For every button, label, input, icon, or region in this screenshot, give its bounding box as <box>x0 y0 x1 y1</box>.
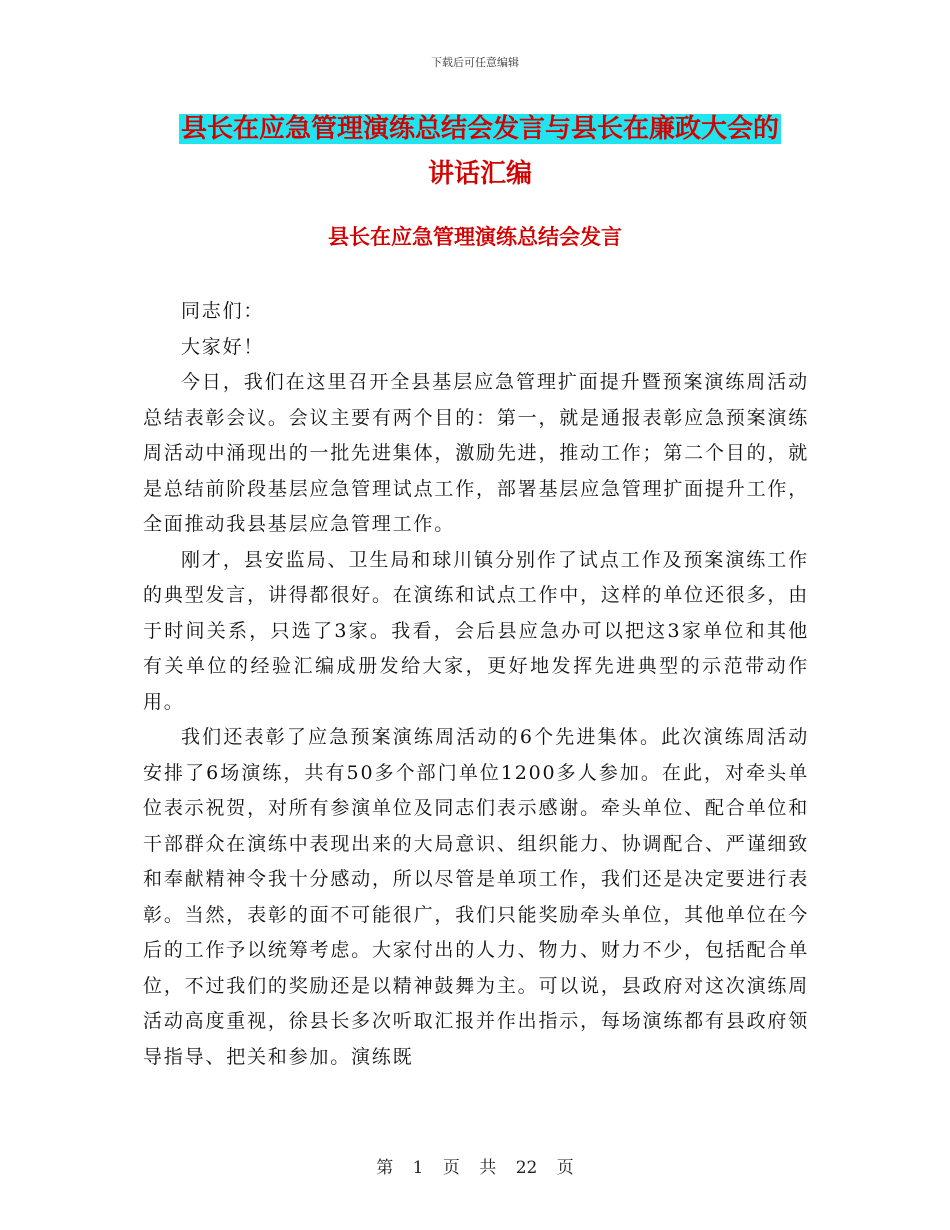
body-text <box>143 294 809 1075</box>
document-title-line1: 县长在应急管理演练总结会发言与县长在廉政大会的 <box>180 114 779 144</box>
paragraph-greeting: 大家好！ <box>181 335 265 358</box>
footer-page-unit: 页 <box>442 1158 460 1178</box>
page-footer <box>0 1153 950 1178</box>
paragraph-commendation: 我们还表彰了应急预案演练周活动的6个先进集体。此次演练周活动安排了6场演练，共有50多个部门单位1200多人参加。在此，对牵头单位表示祝贺，对所有参演单位及同志们表示感谢。牵头单位、配合单位和干部群众在演练中表现出来的大局意识、组织能力、协调配合、严谨细致和奉献精神令我十分感动，所以尽管是单项工作，我们还是决定要进行表彰。当然，表彰的面不可能很广，我们只能奖励牵头单位，其他单位在今后的工作予以统筹考虑。大家付出的人力、物力、财力不少，包括配合单位，不过我们的奖励还是以精神鼓舞为主。可以说，县政府对这次演练周活动高度重视，徐县长多次听取汇报并作出指示，每场演练都有县政府领导指导、把关和参加。演练既 <box>143 726 809 1068</box>
footer-total-pages: 22 <box>515 1158 538 1178</box>
header-note: 下载后可任意编辑 <box>431 56 519 69</box>
footer-page-number: 1 <box>412 1158 424 1178</box>
document-title <box>140 107 820 197</box>
paragraph-typical-speeches: 刚才，县安监局、卫生局和球川镇分别作了试点工作及预案演练工作的典型发言，讲得都很好。在演练和试点工作中，这样的单位还很多，由于时间关系，只选了3家。我看，会后县应急办可以把这3家单位和其他有关单位的经验汇编成册发给大家，更好地发挥先进典型的示范带动作用。 <box>143 548 809 713</box>
footer-total-unit: 页 <box>556 1158 574 1178</box>
footer-page-label: 第 <box>376 1158 394 1178</box>
section-title: 县长在应急管理演练总结会发言 <box>328 225 622 249</box>
paragraph-meeting-purpose: 今日，我们在这里召开全县基层应急管理扩面提升暨预案演练周活动总结表彰会议。会议主要有两个目的：第一，就是通报表彰应急预案演练周活动中涌现出的一批先进集体，激励先进，推动工作；第二个目的，就是总结前阶段基层应急管理试点工作，部署基层应急管理扩面提升工作，全面推动我县基层应急管理工作。 <box>143 371 809 535</box>
paragraph-salutation: 同志们： <box>181 300 265 322</box>
footer-total-label: 共 <box>479 1158 497 1178</box>
document-title-line2: 讲话汇编 <box>427 159 532 189</box>
